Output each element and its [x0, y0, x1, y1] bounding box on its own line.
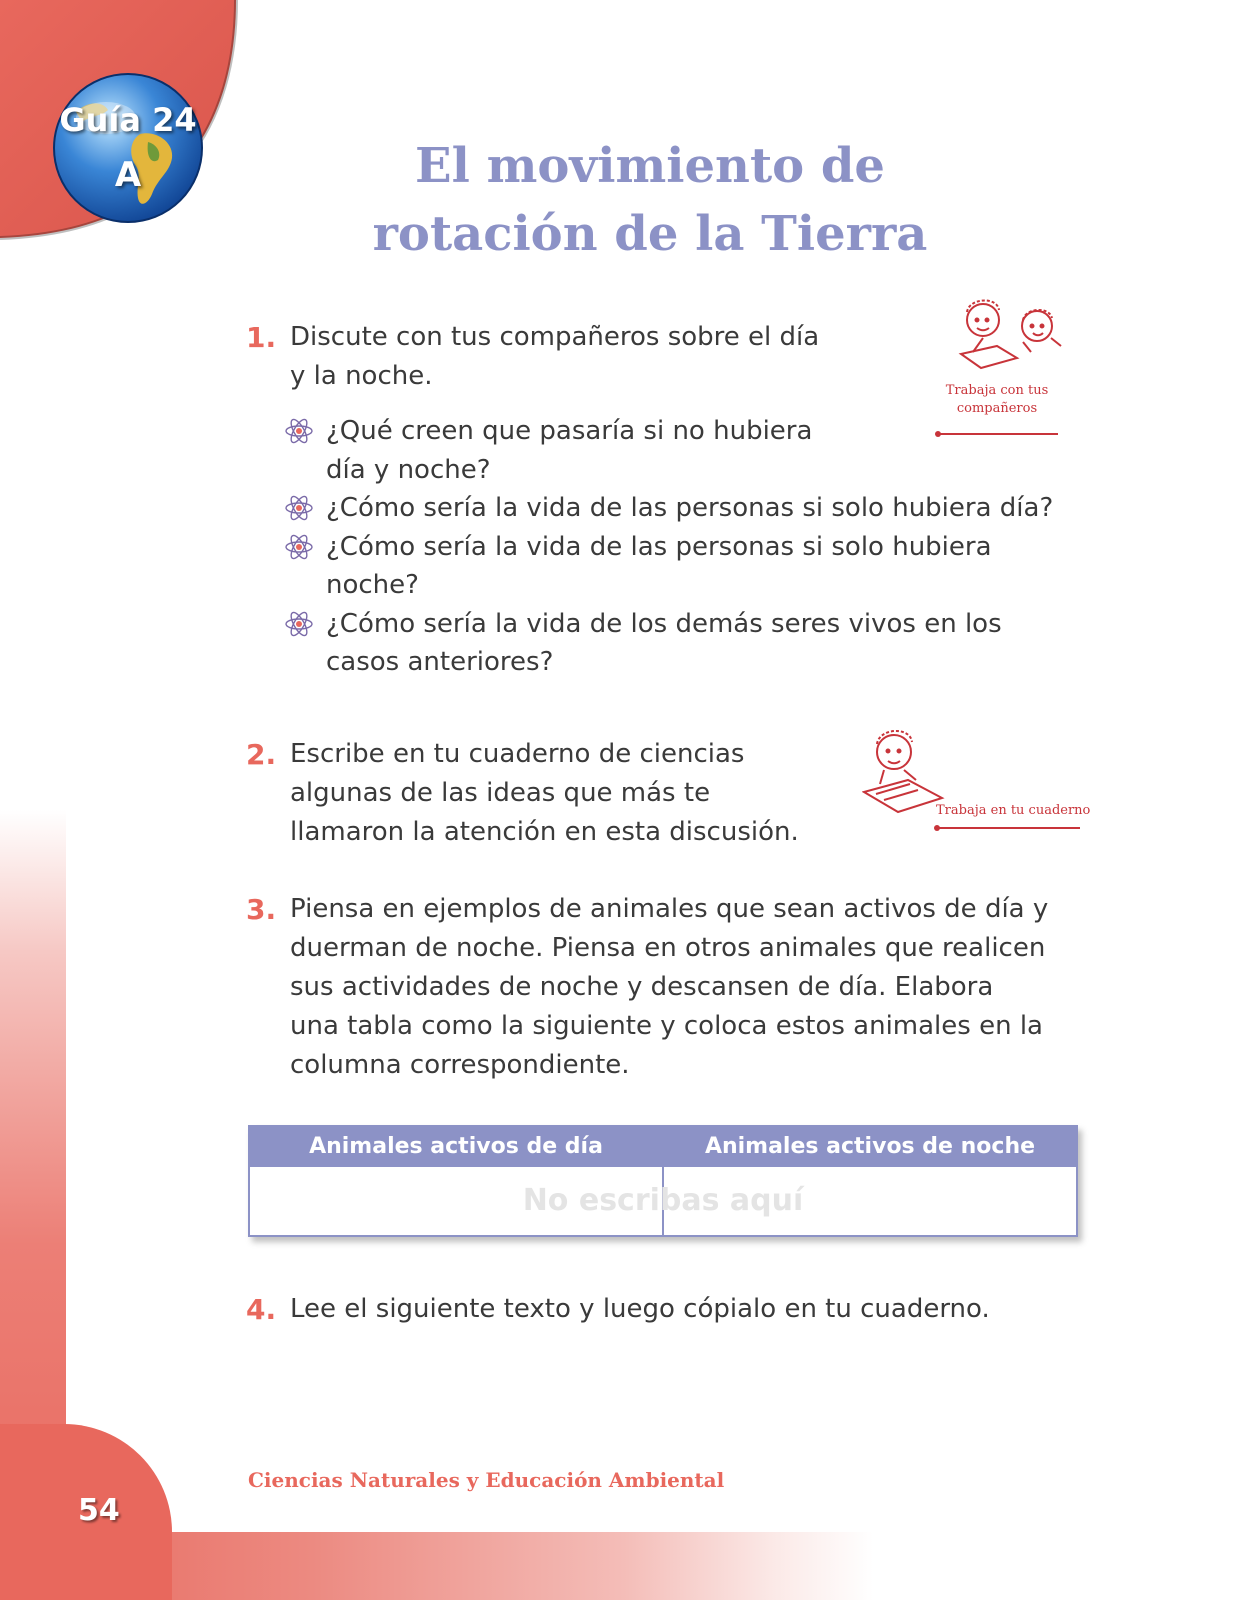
animals-table: [248, 1125, 1078, 1237]
activity-4-text: [290, 1290, 1110, 1329]
activity-3-line-3: sus actividades de noche y descansen de día. Elabora: [290, 972, 994, 1002]
activity-3-line-2: duerman de noche. Piensa en otros animales que realicen: [290, 933, 1046, 963]
globe-icon: [52, 72, 204, 224]
page-title-line-2: rotación de la Tierra: [372, 206, 928, 262]
bullet-1-line-2: día y noche?: [326, 454, 491, 485]
table-header-night: Animales activos de noche: [663, 1126, 1077, 1166]
atom-icon: [284, 611, 314, 637]
guide-letter: A: [114, 155, 142, 195]
bullet-2-line-1: ¿Cómo sería la vida de las personas si solo hubiera día?: [326, 493, 1054, 523]
bullet-3-line-1: ¿Cómo sería la vida de las personas si solo hubiera: [326, 531, 992, 562]
activity-3-line-1: Piensa en ejemplos de animales que sean activos de día y: [290, 894, 1049, 924]
table-header-day: Animales activos de día: [249, 1126, 663, 1166]
activity-3-text: [290, 890, 1090, 1085]
activity-1-bullet-list: [290, 412, 1080, 682]
bullet-1-line-1: ¿Qué creen que pasaría si no hubiera: [326, 416, 813, 446]
activity-1-line-1: Discute con tus compañeros sobre el día: [290, 322, 820, 352]
do-not-write-watermark: No escribas aquí: [522, 1183, 804, 1218]
atom-icon: [284, 534, 314, 560]
kids-working-icon: [953, 290, 1063, 372]
page-title-line-1: El movimiento de: [415, 138, 885, 194]
list-item: [290, 528, 1080, 605]
activity-1-text: [290, 318, 910, 396]
page-number: 54: [78, 1493, 120, 1528]
list-item: [290, 489, 1080, 528]
activity-2-text: [290, 735, 850, 852]
badge-line-1: Trabaja con tus: [945, 383, 1049, 398]
badge-underline: [937, 827, 1080, 829]
activity-2-number: 2.: [246, 738, 277, 771]
activity-3-number: 3.: [246, 893, 277, 926]
activity-3-line-4: una tabla como la siguiente y coloca estos animales en la: [290, 1011, 1043, 1041]
badge-work-in-notebook: [862, 722, 1091, 832]
guide-label: Guía 24: [59, 101, 197, 139]
page-title: [330, 132, 970, 268]
bullet-4-line-2: casos anteriores?: [326, 647, 554, 677]
bullet-3-line-2: noche?: [326, 570, 419, 600]
activity-1-line-2: y la noche.: [290, 361, 433, 391]
activity-4-line-1: Lee el siguiente texto y luego cópialo en tu cuaderno.: [290, 1294, 990, 1324]
atom-icon: [284, 495, 314, 521]
activity-4-number: 4.: [246, 1293, 277, 1326]
atom-icon: [284, 418, 314, 444]
bullet-4-line-1: ¿Cómo sería la vida de los demás seres vivos en los: [326, 608, 1002, 639]
activity-2-line-1: Escribe en tu cuaderno de ciencias: [290, 739, 745, 769]
activity-1-number: 1.: [246, 321, 277, 354]
badge-line-2: compañeros: [956, 401, 1038, 416]
activity-3-line-5: columna correspondiente.: [290, 1050, 630, 1080]
badge-work-in-notebook-label: Trabaja en tu cuaderno: [936, 803, 1091, 818]
activity-2-line-3: llamaron la atención en esta discusión.: [290, 817, 799, 847]
list-item: [290, 605, 1080, 682]
list-item: [290, 412, 1080, 489]
activity-2-line-2: algunas de las ideas que más te: [290, 778, 711, 808]
page-tab-base: [0, 1532, 172, 1600]
footer-subject: Ciencias Naturales y Educación Ambiental: [248, 1468, 725, 1492]
bottom-gradient-band: [0, 1532, 1248, 1600]
